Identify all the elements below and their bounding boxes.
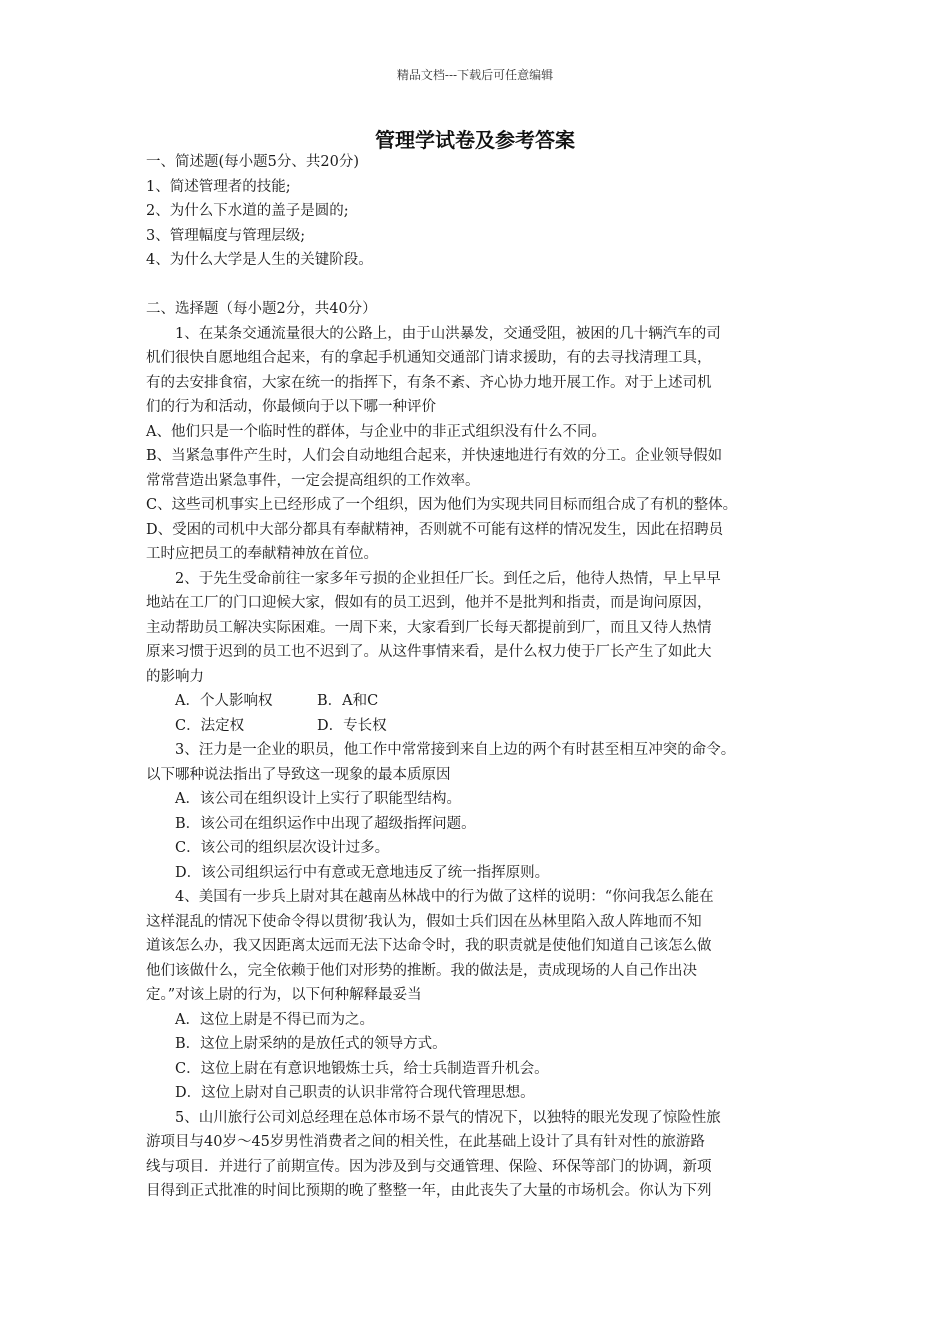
- q2-option-d: D．专长权: [317, 717, 387, 734]
- section1-item: 3、管理幅度与管理层级;: [146, 227, 306, 244]
- section1-item: 4、为什么大学是人生的关键阶段。: [146, 252, 373, 268]
- q4-line: 定。”对该上尉的行为，以下何种解释最妥当: [146, 987, 422, 1003]
- q1-option: C、这些司机事实上已经形成了一个组织，因为他们为实现共同目标而组合成了有机的整体。: [146, 497, 738, 513]
- q4-line: 4、美国有一步兵上尉对其在越南丛林战中的行为做了这样的说明：“你问我怎么能在: [175, 889, 714, 905]
- section1-item: 2、为什么下水道的盖子是圆的;: [146, 203, 349, 219]
- q3-line: 以下哪种说法指出了导致这一现象的最本质原因: [146, 766, 451, 783]
- spacer: [146, 273, 826, 298]
- document-body: [146, 150, 826, 1204]
- q3-option: A．该公司在组织设计上实行了职能型结构。: [175, 791, 461, 807]
- q3-option: D．该公司组织运行中有意或无意地违反了统一指挥原则。: [175, 864, 550, 881]
- page-header: 精品文档---下载后可任意编辑: [396, 68, 554, 82]
- q2-options-row: [146, 714, 826, 739]
- q1-option: 工时应把员工的奉献精神放在首位。: [146, 546, 378, 562]
- q1-option: A、他们只是一个临时性的群体，与企业中的非正式组织没有什么不同。: [146, 423, 606, 440]
- page-title: 管理学试卷及参考答案: [375, 128, 575, 152]
- q4-option: C．这位上尉在有意识地锻炼士兵，给士兵制造晋升机会。: [175, 1060, 549, 1077]
- q1-line: 有的去安排食宿，大家在统一的指挥下，有条不紊、齐心协力地开展工作。对于上述司机: [146, 374, 712, 391]
- q4-option: D．这位上尉对自己职责的认识非常符合现代管理思想。: [175, 1085, 535, 1101]
- q4-option: A．这位上尉是不得已而为之。: [175, 1011, 374, 1028]
- section1-heading: 一、简述题(每小题5分、共20分): [146, 154, 359, 170]
- q1-option: D、受困的司机中大部分都具有奉献精神，否则就不可能有这样的情况发生，因此在招聘员: [146, 521, 724, 538]
- q3-option: C．该公司的组织层次设计过多。: [175, 840, 390, 856]
- q1-option: B、当紧急事件产生时，人们会自动地组合起来，并快速地进行有效的分工。企业领导假如: [146, 448, 723, 464]
- q4-line: 这样混乱的情况下使命令得以贯彻’我认为，假如士兵们因在丛林里陷入敌人阵地而不知: [146, 913, 702, 930]
- q2-line: 原来习惯于迟到的员工也不迟到了。从这件事情来看，是什么权力使于厂长产生了如此大: [146, 644, 712, 660]
- q3-option: B．该公司在组织运作中出现了超级指挥问题。: [175, 815, 476, 832]
- q4-line: 道该怎么办，我又因距离太远而无法下达命令时，我的职责就是使他们知道自己该怎么做: [146, 938, 712, 954]
- q1-line: 机们很快自愿地组合起来，有的拿起手机通知交通部门请求援助，有的去寻找清理工具，: [146, 350, 712, 366]
- q2-line: 地站在工厂的门口迎候大家，假如有的员工迟到，他并不是批判和指责，而是询问原因，: [146, 595, 712, 611]
- q2-option-c: C．法定权: [175, 717, 245, 734]
- q2-options-row: [146, 689, 826, 714]
- q2-line: 主动帮助员工解决实际困难。一周下来，大家看到厂长每天都提前到厂，而且又待人热情: [146, 619, 712, 636]
- q5-line: 5、山川旅行公司刘总经理在总体市场不景气的情况下，以独特的眼光发现了惊险性旅: [175, 1109, 721, 1126]
- q2-option-a: A．个人影响权: [175, 693, 273, 709]
- q2-option-b: B．A和C: [317, 693, 379, 709]
- q4-option: B．这位上尉采纳的是放任式的领导方式。: [175, 1036, 447, 1052]
- q1-line: 1、在某条交通流量很大的公路上，由于山洪暴发，交通受阻，被困的几十辆汽车的司: [175, 325, 721, 342]
- q2-line: 2、于先生受命前往一家多年亏损的企业担任厂长。到任之后，他待人热情，早上早早: [175, 570, 721, 587]
- q5-line: 线与项目．并进行了前期宣传。因为涉及到与交通管理、保险、环保等部门的协调，新项: [146, 1158, 712, 1175]
- q5-line: 游项目与40岁～45岁男性消费者之间的相关性，在此基础上设计了具有针对性的旅游路: [146, 1134, 705, 1150]
- q1-option: 常常营造出紧急事件，一定会提高组织的工作效率。: [146, 472, 480, 489]
- section2-heading: 二、选择题（每小题2分，共40分）: [146, 301, 377, 317]
- q3-line: 3、汪力是一企业的职员，他工作中常常接到来自上边的两个有时甚至相互冲突的命令。: [175, 742, 736, 758]
- q5-line: 目得到正式批准的时间比预期的晚了整整一年，由此丧失了大量的市场机会。你认为下列: [146, 1183, 712, 1199]
- q4-line: 他们该做什么，完全依赖于他们对形势的推断。我的做法是，责成现场的人自己作出决: [146, 962, 697, 979]
- section1-item: 1、简述管理者的技能;: [146, 178, 291, 195]
- q2-line: 的影响力: [146, 668, 204, 685]
- q1-line: 们的行为和活动，你最倾向于以下哪一种评价: [146, 399, 436, 415]
